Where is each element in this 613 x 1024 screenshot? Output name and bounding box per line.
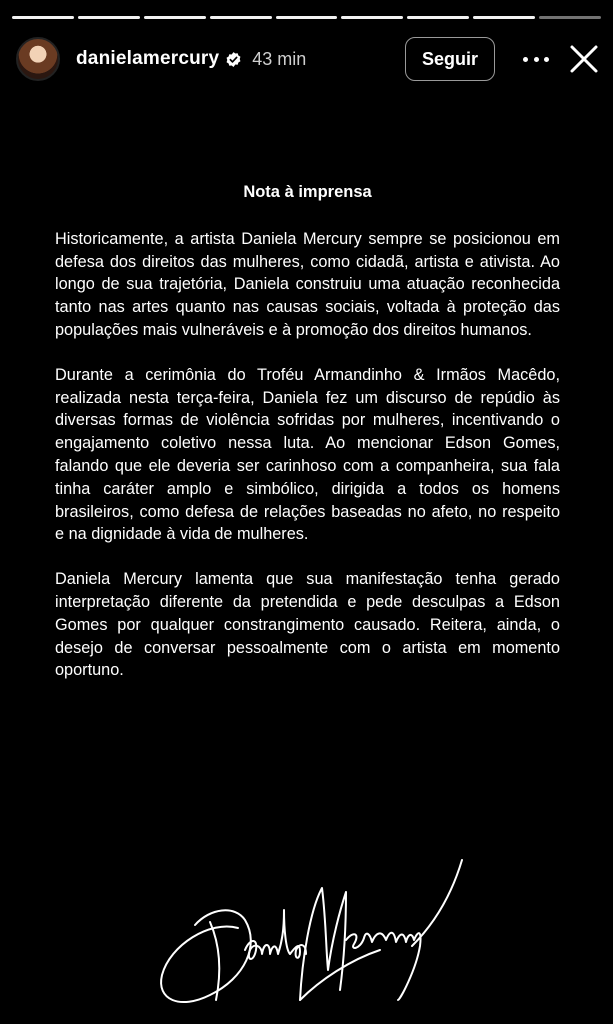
press-note [55,181,560,704]
story-progress-bar [12,16,601,19]
story-progress-segment [539,16,601,19]
avatar[interactable] [16,37,60,81]
story-progress-segment [210,16,272,19]
note-paragraph: Daniela Mercury lamenta que sua manifestação tenha gerado interpretação diferente da pretendida e pede desculpas a Edson Gomes por qualquer constrangimento causado. Reitera, ainda, o desejo de conversar pessoalmente com o artista em momento oportuno. [55,570,560,680]
username[interactable]: danielamercury [76,48,220,69]
note-paragraph: Durante a cerimônia do Troféu Armandinho & Irmãos Macêdo, realizada nesta terça-feira, Daniela fez um discurso de repúdio às diversas formas de violência sofridas por mulheres, incentivando o engajamento coletivo nessa luta. Ao mencionar Edson Gomes, falando que ele deveria ser carinhoso com a companheira, sua fala tinha caráter amplo e simbólico, dirigida a todos os homens brasileiros, como defesa de relações baseadas no afeto, no respeito e na dignidade à vida de mulheres. [55,365,560,544]
story-progress-segment [276,16,338,19]
story-progress-segment [12,16,74,19]
story-progress-segment [341,16,403,19]
story-header [16,34,599,84]
story-progress-segment [473,16,535,19]
handwritten-signature [150,850,470,1015]
more-options-icon[interactable] [523,46,549,72]
story-progress-segment [78,16,140,19]
story-progress-segment [144,16,206,19]
close-icon[interactable] [569,44,599,74]
follow-button[interactable]: Seguir [405,37,495,81]
post-time: 43 min [252,48,307,69]
note-title: Nota à imprensa [243,183,372,201]
verified-badge-icon [225,51,242,68]
note-paragraph: Historicamente, a artista Daniela Mercury sempre se posicionou em defesa dos direitos das mulheres, como cidadã, artista e ativista. Ao longo de sua trajetória, Daniela construiu uma atuação reconhecida tanto nas artes quanto nas causas sociais, voltada à proteção das populações mais vulneráveis e à promoção dos direitos humanos. [55,229,560,339]
story-progress-segment [407,16,469,19]
